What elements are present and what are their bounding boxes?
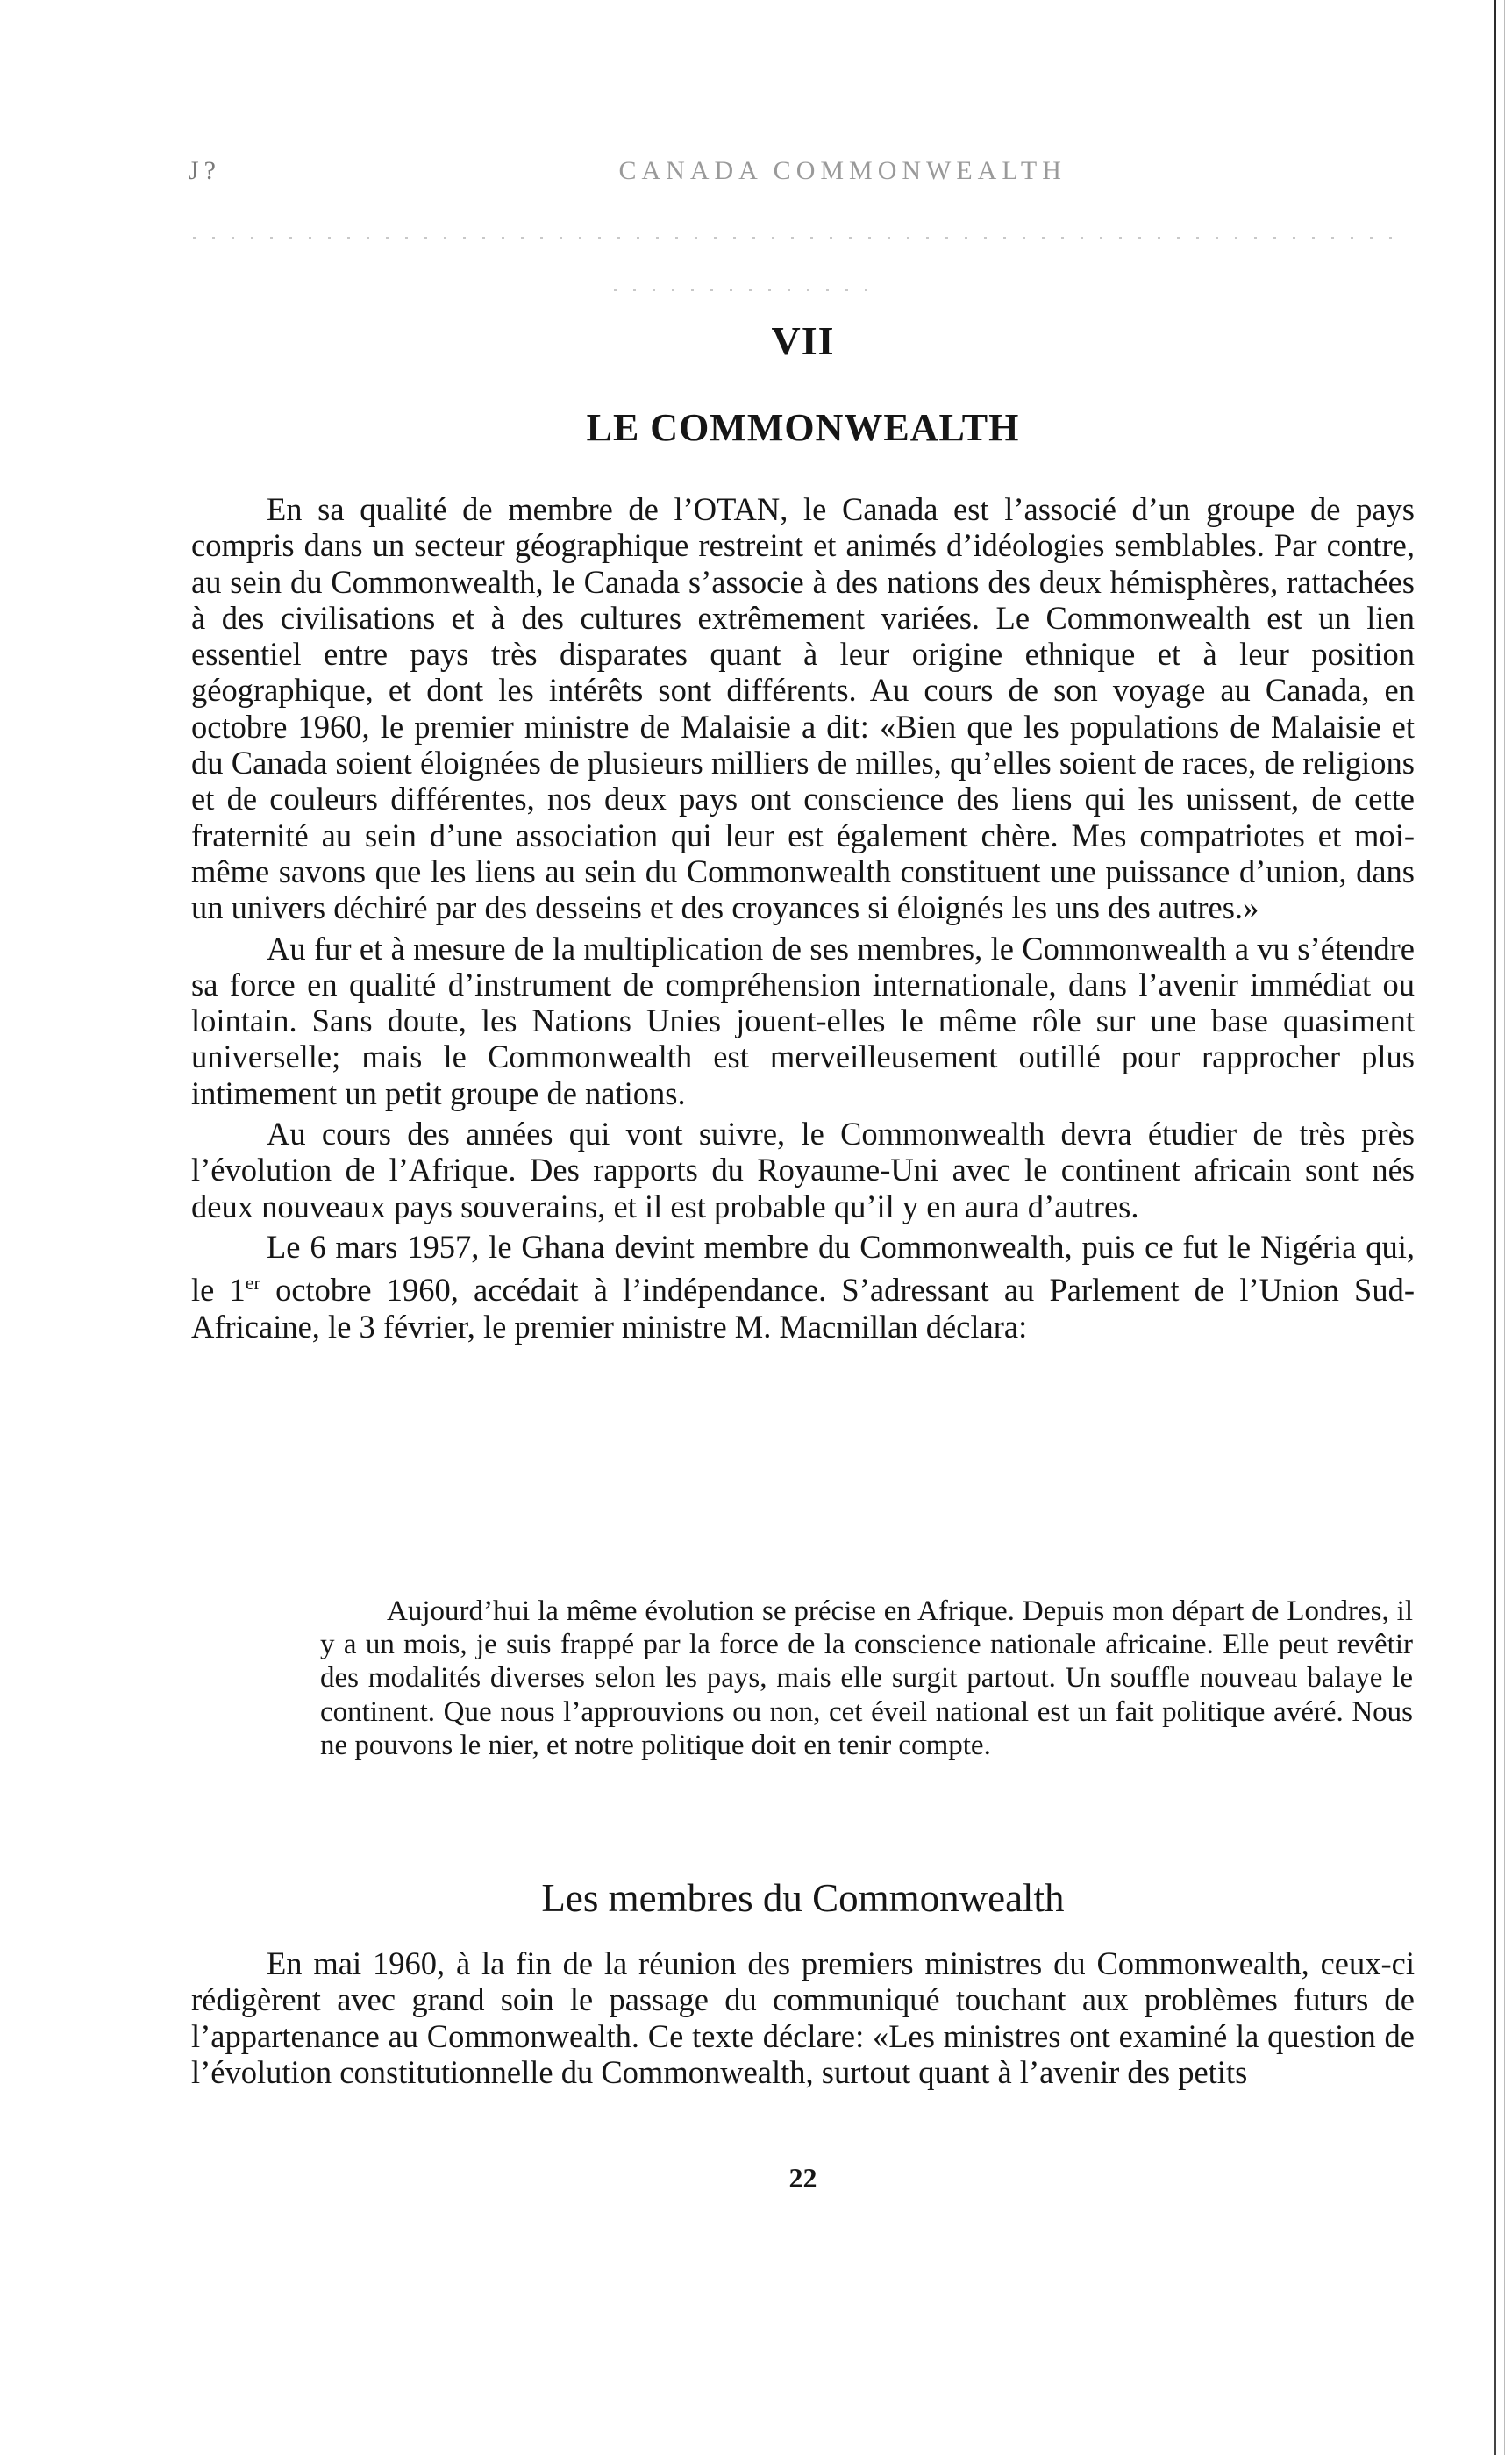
chapter-number: VII (771, 318, 835, 363)
ordinal-superscript: er (245, 1272, 260, 1295)
page-edge-shadow (1494, 0, 1496, 2455)
body-text (191, 491, 1415, 1345)
page-number: 22 (788, 2162, 817, 2194)
section-heading: Les membres du Commonwealth (541, 1876, 1065, 1920)
paragraph-afrique: Au cours des années qui vont suivre, le Commonwealth devra étudier de très près l’évolution de l’Afrique. Des rapports du Royaume-Uni avec le continent africain sont nés deux nouveaux pays souverains, et il est probable qu’il y en aura d’autres. (191, 1116, 1415, 1224)
chapter-title: LE COMMONWEALTH (586, 406, 1020, 449)
ghana-text-end: octobre 1960, accédait à l’indépendance. S’adressant au Parlement de l’Union Sud-Africaine, le 3 février, le premier ministre M. Macmillan déclara: (191, 1272, 1416, 1345)
paragraph-membres: Au fur et à mesure de la multiplication de ses membres, le Commonwealth a vu s’étendre sa force en qualité d’instrument de compréhension internationale, dans l’avenir immédiat ou lointain. Sans doute, les Nations Unies jouent-elles le même rôle sur une base quasiment universelle; mais le Commonwealth est merveilleusement outillé pour rapprocher plus intimement un petit groupe de nations. (191, 930, 1415, 1111)
paragraph-mai-1960: En mai 1960, à la fin de la réunion des premiers ministres du Commonwealth, ceux-ci rédigèrent avec grand soin le passage du communiqué touchant aux problèmes futurs de l’appartenance au Commonwealth. Ce texte déclare: «Les ministres ont examiné la question de l’évolution constitutionnelle du Commonwealth, surtout quant à l’avenir des petits (191, 1945, 1415, 2090)
section-body (191, 1945, 1415, 2090)
running-head-folio: J? (189, 156, 221, 185)
bleed-through-line (193, 237, 1403, 239)
ghana-text-start: Le 6 mars 1957, le Ghana devint membre du Commonwealth, puis ce fut le Nigéria qui, le 1 (191, 1228, 1415, 1309)
page-edge-line (1504, 0, 1505, 2455)
macmillan-quote: Aujourd’hui la même évolution se précise en Afrique. Depuis mon départ de Londres, il y a un mois, je suis frappé par la force de la conscience nationale africaine. Elle peut revêtir des modalités diverses selon les pays, mais elle surgit partout. Un souffle nouveau balaye le continent. Que nous l’approuvions ou non, cet éveil national est un fait politique avéré. Nous ne pouvons le nier, et notre politique doit en tenir compte. (320, 1595, 1413, 1761)
running-head-title: CANADA COMMONWEALTH (618, 156, 1066, 185)
paragraph-otan: En sa qualité de membre de l’OTAN, le Canada est l’associé d’un groupe de pays compris dans un secteur géographique restreint et animés d’idéologies semblables. Par contre, au sein du Commonwealth, le Canada s’associe à des nations des deux hémisphères, rattachées à des civilisations et à des cultures extrêmement variées. Le Commonwealth est un lien essentiel entre pays très disparates quant à leur origine ethnique et à leur position géographique, et dont les intérêts sont différents. Au cours de son voyage au Canada, en octobre 1960, le premier ministre de Malaisie a dit: «Bien que les populations de Malaisie et du Canada soient éloignées de plusieurs milliers de milles, qu’elles soient de races, de religions et de couleurs différentes, nos deux pays ont conscience des liens qui les unissent, de cette fraternité au sein d’une association qui leur est également chère. Mes compatriotes et moi-même savons que les liens au sein du Commonwealth constituent une puissance d’union, dans un univers déchiré par des desseins et des croyances si éloignés les uns des autres.» (191, 491, 1415, 926)
bleed-through-line (614, 289, 877, 291)
running-head (189, 156, 1416, 186)
paragraph-ghana (191, 1229, 1415, 1345)
